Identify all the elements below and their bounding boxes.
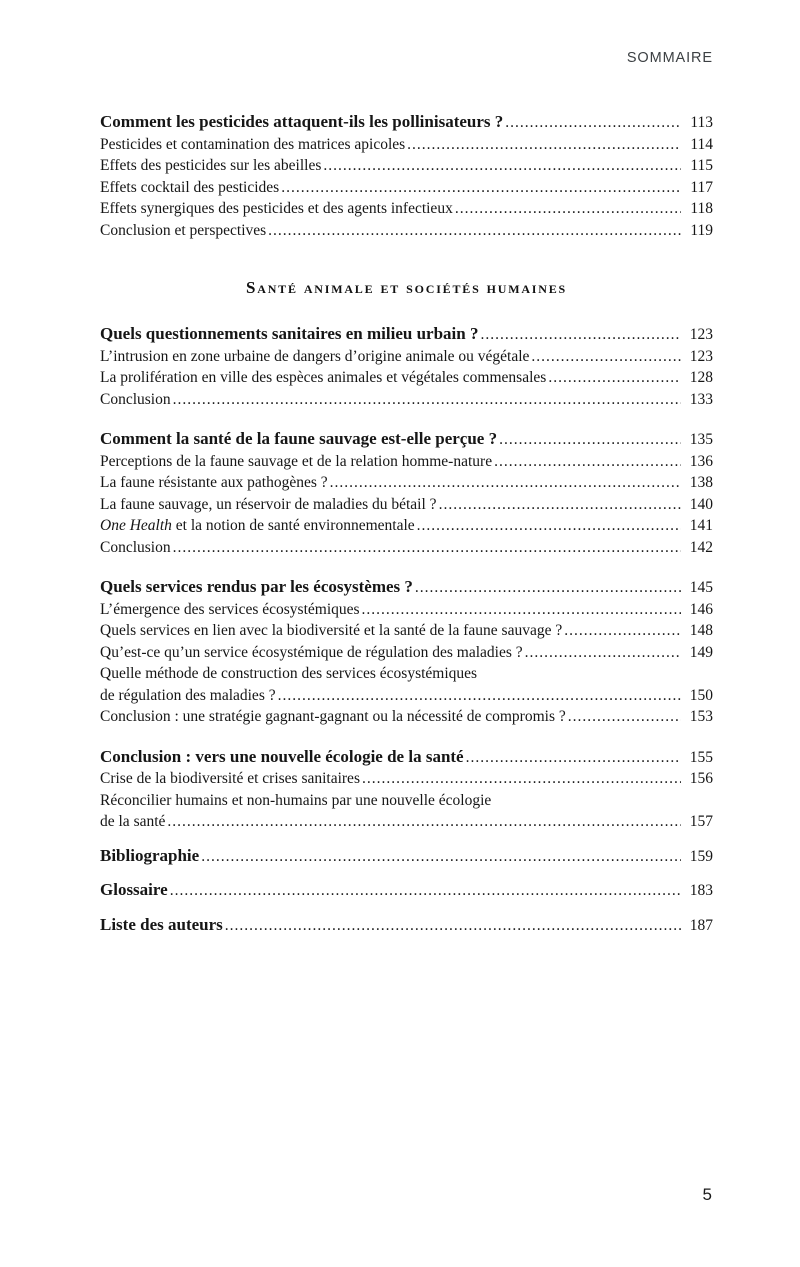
toc-entry-title: Liste des auteurs xyxy=(100,914,223,934)
dot-leader xyxy=(494,451,681,473)
dot-leader xyxy=(525,642,681,664)
toc-entry-title: Conclusion xyxy=(100,538,171,556)
toc-entry-title: Effets synergiques des pesticides et des agents infectieux xyxy=(100,200,453,217)
dot-leader xyxy=(531,346,681,368)
toc-entry-page: 136 xyxy=(689,452,713,470)
toc-entry-page: 183 xyxy=(689,882,713,899)
toc-entry xyxy=(100,537,713,559)
toc-entry xyxy=(100,111,713,134)
toc-entry-page: 187 xyxy=(689,916,713,934)
dot-leader xyxy=(568,706,681,728)
toc-entry-page: 150 xyxy=(689,686,713,704)
dot-leader xyxy=(170,879,681,902)
toc-entry-title: L’intrusion en zone urbaine de dangers d’origine animale ou végétale xyxy=(100,347,530,365)
dot-leader xyxy=(173,537,681,559)
toc-entry xyxy=(100,346,713,368)
toc-entry-page: 113 xyxy=(690,114,713,131)
toc-entry-title: Comment la santé de la faune sauvage est-elle perçue ? xyxy=(100,429,498,448)
page-number: 5 xyxy=(702,1185,712,1204)
toc-entry-page: 142 xyxy=(689,538,713,556)
toc-entry-title: Quelle méthode de construction des services écosystémiques xyxy=(100,665,478,682)
toc-entry-title: One Health et la notion de santé environnementale xyxy=(100,517,415,534)
toc-entry-title: Crise de la biodiversité et crises sanitaires xyxy=(100,770,360,787)
toc-entry-title: Qu’est-ce qu’un service écosystémique de régulation des maladies ? xyxy=(100,643,523,661)
toc-entry-page: 119 xyxy=(690,221,713,239)
dot-leader xyxy=(480,323,681,346)
toc-entry xyxy=(100,599,713,621)
dot-leader xyxy=(201,845,681,868)
toc-entry-title: Quels services rendus par les écosystèmes ? xyxy=(100,577,413,596)
dot-leader xyxy=(330,472,681,494)
toc-entry-page: 157 xyxy=(689,813,713,830)
dot-leader xyxy=(268,220,681,242)
toc-section xyxy=(100,845,713,868)
toc-entry xyxy=(100,811,713,833)
dot-leader xyxy=(407,134,681,156)
toc-entry-title: Effets cocktail des pesticides xyxy=(100,178,280,196)
dot-leader xyxy=(564,620,681,642)
toc-entry-title: Conclusion : une stratégie gagnant-gagnant ou la nécessité de compromis ? xyxy=(100,708,566,725)
toc-entry-page: 114 xyxy=(690,135,713,153)
toc-entry-title: de la santé xyxy=(100,813,166,830)
dot-leader xyxy=(439,494,681,516)
toc-entry xyxy=(100,879,713,902)
dot-leader xyxy=(173,389,681,411)
running-head xyxy=(100,50,713,66)
toc-entry xyxy=(100,620,713,642)
toc-entry xyxy=(100,515,713,537)
toc-entry xyxy=(100,220,713,242)
dot-leader xyxy=(323,155,681,177)
toc-entry xyxy=(100,746,713,769)
toc-entry xyxy=(100,494,713,516)
toc-section xyxy=(100,879,713,902)
toc-section xyxy=(100,576,713,728)
toc-entry-page: 146 xyxy=(689,600,713,618)
toc-entry xyxy=(100,790,713,812)
toc-entry xyxy=(100,323,713,346)
dot-leader xyxy=(466,746,681,769)
dot-leader xyxy=(167,811,681,833)
toc-entry-page: 133 xyxy=(689,390,713,408)
toc-entry xyxy=(100,768,713,790)
toc-section xyxy=(100,914,713,937)
toc-entry-title: Glossaire xyxy=(100,880,168,899)
dot-leader xyxy=(455,198,681,220)
toc-entry xyxy=(100,428,713,451)
toc-entry xyxy=(100,685,713,707)
dot-leader xyxy=(278,685,681,707)
toc-entry xyxy=(100,472,713,494)
toc-entry-page: 123 xyxy=(689,347,713,365)
dot-leader xyxy=(499,428,681,451)
toc-entry xyxy=(100,155,713,177)
toc-entry-title: Réconcilier humains et non-humains par une nouvelle écologie xyxy=(100,791,492,809)
part-title: Santé animale et sociétés humaines xyxy=(245,278,568,297)
toc-entry-page: 145 xyxy=(689,579,713,596)
toc-entry-page: 138 xyxy=(689,474,713,491)
toc-entry xyxy=(100,389,713,411)
dot-leader xyxy=(415,576,681,599)
toc-entry-page: 159 xyxy=(689,847,713,865)
toc-entry-title: Effets des pesticides sur les abeilles xyxy=(100,157,322,174)
toc-entry-title: Bibliographie xyxy=(100,845,200,865)
toc-entry-title: Comment les pesticides attaquent-ils les pollinisateurs ? xyxy=(100,112,504,131)
toc-entry-page: 118 xyxy=(690,200,713,217)
toc-entry-title: Conclusion xyxy=(100,390,171,408)
toc-entry-page: 140 xyxy=(689,495,713,513)
toc-entry xyxy=(100,177,713,199)
toc-entry-title: Pesticides et contamination des matrices apicoles xyxy=(100,135,406,153)
dot-leader xyxy=(505,111,681,134)
toc-section xyxy=(100,746,713,833)
toc-entry-page: 115 xyxy=(690,157,713,174)
toc-entry xyxy=(100,845,713,868)
toc-entry-title: La faune sauvage, un réservoir de maladies du bétail ? xyxy=(100,495,437,513)
dot-leader xyxy=(548,367,681,389)
toc-entry xyxy=(100,134,713,156)
toc-entry xyxy=(100,706,713,728)
toc-entry xyxy=(100,576,713,599)
dot-leader xyxy=(417,515,681,537)
toc-entry-page: 149 xyxy=(689,643,713,661)
toc-entry xyxy=(100,663,713,685)
toc-entry-title: Quels services en lien avec la biodiversité et la santé de la faune sauvage ? xyxy=(100,622,563,639)
dot-leader xyxy=(362,599,681,621)
toc-entry-page: 123 xyxy=(689,326,713,343)
toc-entry-title: Conclusion et perspectives xyxy=(100,221,267,239)
toc-entry-page: 153 xyxy=(689,708,713,725)
dot-leader xyxy=(225,914,681,937)
toc-entry-title: L’émergence des services écosystémiques xyxy=(100,600,360,618)
dot-leader xyxy=(281,177,681,199)
toc-section xyxy=(100,428,713,558)
toc-entry-title: Conclusion : vers une nouvelle écologie de la santé xyxy=(100,746,464,766)
toc-entry-title-italic: One Health xyxy=(100,517,172,534)
toc-entry-page: 117 xyxy=(690,178,713,196)
toc-entry-title: La faune résistante aux pathogènes ? xyxy=(100,474,328,491)
toc-section xyxy=(100,323,713,410)
running-head-label: SOMMAIRE xyxy=(626,50,713,66)
toc-entry-page: 128 xyxy=(689,369,713,386)
toc-entry-title: Quels questionnements sanitaires en milieu urbain ? xyxy=(100,324,479,343)
toc-entry xyxy=(100,451,713,473)
toc-entry-page: 141 xyxy=(689,517,713,534)
toc xyxy=(100,111,713,936)
toc-entry-page: 156 xyxy=(689,770,713,787)
dot-leader xyxy=(362,768,681,790)
toc-entry-title: de régulation des maladies ? xyxy=(100,686,276,704)
toc-entry-page: 148 xyxy=(689,622,713,639)
toc-entry xyxy=(100,367,713,389)
toc-entry xyxy=(100,198,713,220)
toc-entry xyxy=(100,914,713,937)
toc-section xyxy=(100,111,713,241)
toc-entry-page: 155 xyxy=(689,748,713,766)
toc-entry-title: Perceptions de la faune sauvage et de la relation homme-nature xyxy=(100,452,493,470)
toc-entry xyxy=(100,642,713,664)
toc-entry-title: La prolifération en ville des espèces animales et végétales commensales xyxy=(100,369,547,386)
toc-entry-page: 135 xyxy=(689,431,713,448)
